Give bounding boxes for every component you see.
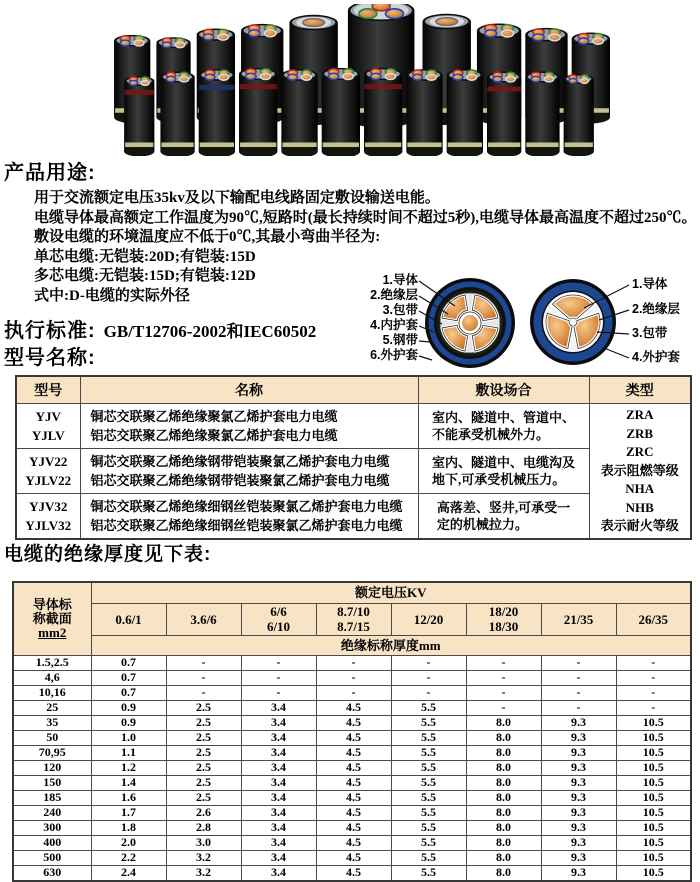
model-table-header-row bbox=[16, 376, 691, 404]
model-code: YJV22 bbox=[29, 454, 68, 469]
thickness-value-cell: - bbox=[466, 685, 541, 700]
thickness-value-cell: 9.3 bbox=[541, 775, 616, 790]
cable-name: 铜芯交联聚乙烯绝缘钢带铠装聚氯乙烯护套电力电缆 bbox=[90, 454, 390, 469]
thickness-value-cell: 2.5 bbox=[166, 790, 241, 805]
thickness-value-cell: - bbox=[616, 700, 691, 715]
thickness-value-cell: 0.7 bbox=[91, 670, 166, 685]
thickness-value-cell: 10.5 bbox=[616, 865, 691, 881]
thickness-table-body bbox=[13, 655, 691, 881]
thickness-value-cell: 9.3 bbox=[541, 850, 616, 865]
thickness-value-cell: 10.5 bbox=[616, 760, 691, 775]
usage-line: 敷设电缆的环境温度应不低于0℃,其最小弯曲半径为: bbox=[34, 229, 381, 245]
thickness-value-cell: 1.8 bbox=[91, 820, 166, 835]
thickness-value-cell: 1.2 bbox=[91, 760, 166, 775]
thickness-value-cell: 8.0 bbox=[466, 850, 541, 865]
table-row bbox=[13, 715, 691, 730]
voltage-column-line: 8.7/10 bbox=[337, 604, 370, 619]
thickness-value-cell: 2.8 bbox=[166, 820, 241, 835]
application-line: 室内、隧道中、管道中、 bbox=[431, 410, 575, 425]
application-cell bbox=[418, 449, 589, 494]
usage-line: 单芯电缆:无铠装:20D;有铠装:15D bbox=[34, 248, 256, 265]
section-label-cell: 25 bbox=[13, 700, 91, 715]
thickness-value-cell: 9.3 bbox=[541, 835, 616, 850]
thickness-value-cell: 2.5 bbox=[166, 775, 241, 790]
thickness-value-cell: 5.5 bbox=[391, 745, 466, 760]
thickness-value-cell: 2.4 bbox=[91, 865, 166, 881]
diagram-label-left: 4.内护套 bbox=[370, 318, 418, 332]
thickness-value-cell: 0.9 bbox=[91, 700, 166, 715]
thickness-value-cell: 2.5 bbox=[166, 730, 241, 745]
section-heading-insulation: 电缆的绝缘厚度见下表: bbox=[4, 544, 212, 565]
thickness-table-header bbox=[13, 582, 691, 655]
usage-line: 式中:D-电缆的实际外径 bbox=[34, 287, 190, 304]
section-label-cell: 400 bbox=[13, 835, 91, 850]
thickness-value-cell: - bbox=[241, 655, 316, 670]
thickness-value-cell: 8.0 bbox=[466, 730, 541, 745]
standard-value: GB/T12706-2002和IEC60502 bbox=[103, 322, 317, 341]
thickness-value-cell: 5.5 bbox=[391, 760, 466, 775]
thickness-value-cell: 8.0 bbox=[466, 760, 541, 775]
type-grade-line: NHB bbox=[625, 499, 654, 515]
thickness-value-cell: 3.4 bbox=[241, 760, 316, 775]
thickness-value-cell: 1.6 bbox=[91, 790, 166, 805]
thickness-value-cell: 10.5 bbox=[616, 790, 691, 805]
thickness-value-cell: - bbox=[541, 670, 616, 685]
thickness-value-cell: 8.0 bbox=[466, 790, 541, 805]
thickness-value-cell: 5.5 bbox=[391, 775, 466, 790]
thickness-value-cell: - bbox=[466, 655, 541, 670]
thickness-value-cell: 1.0 bbox=[91, 730, 166, 745]
diagram-label-left: 3.包带 bbox=[382, 303, 418, 317]
table-row bbox=[13, 685, 691, 700]
thickness-value-cell: 2.0 bbox=[91, 835, 166, 850]
model-code: YJV bbox=[35, 409, 61, 424]
application-text bbox=[437, 499, 570, 533]
section-label-cell: 50 bbox=[13, 730, 91, 745]
cable-name: 铝芯交联聚乙烯绝缘钢带铠装聚氯乙烯护套电力电缆 bbox=[90, 473, 390, 488]
thickness-value-cell: 5.5 bbox=[391, 865, 466, 881]
thickness-value-cell: - bbox=[616, 655, 691, 670]
thickness-header-row-3 bbox=[13, 635, 691, 655]
thickness-value-cell: 5.5 bbox=[391, 805, 466, 820]
section-label-cell: 240 bbox=[13, 805, 91, 820]
thickness-value-cell: 3.4 bbox=[241, 850, 316, 865]
model-table-body bbox=[16, 404, 691, 540]
voltage-column-line: 21/35 bbox=[563, 611, 594, 627]
thickness-value-cell: 10.5 bbox=[616, 745, 691, 760]
thickness-value-cell: 8.0 bbox=[466, 745, 541, 760]
thickness-value-cell: 8.0 bbox=[466, 865, 541, 881]
thickness-value-cell: 4.5 bbox=[316, 820, 391, 835]
type-grade-line: NHA bbox=[625, 481, 655, 497]
voltage-column-header bbox=[241, 603, 316, 635]
type-grade-line: ZRA bbox=[626, 407, 654, 423]
thickness-value-cell: - bbox=[166, 685, 241, 700]
thickness-value-cell: 0.9 bbox=[91, 715, 166, 730]
thickness-value-cell: 3.4 bbox=[241, 700, 316, 715]
table-row bbox=[13, 850, 691, 865]
thickness-value-cell: 5.5 bbox=[391, 700, 466, 715]
thickness-value-cell: - bbox=[316, 685, 391, 700]
thickness-value-cell: - bbox=[241, 670, 316, 685]
thickness-value-cell: - bbox=[316, 670, 391, 685]
section-heading-standard: 执行标准: bbox=[4, 320, 96, 342]
voltage-column-line: 12/20 bbox=[413, 611, 444, 627]
thickness-value-cell: 5.5 bbox=[391, 790, 466, 805]
thickness-value-cell: - bbox=[541, 655, 616, 670]
thickness-value-cell: 4.5 bbox=[316, 760, 391, 775]
table-row bbox=[13, 745, 691, 760]
cable-name: 铜芯交联聚乙烯绝缘细钢丝铠装聚氯乙烯护套电力电缆 bbox=[90, 499, 403, 514]
thickness-value-cell: - bbox=[166, 670, 241, 685]
diagram-label-right: 3.包带 bbox=[632, 326, 668, 340]
thickness-value-cell: 3.4 bbox=[241, 820, 316, 835]
table-row bbox=[13, 805, 691, 820]
thickness-value-cell: 4.5 bbox=[316, 805, 391, 820]
conductor-section-header-line: 导体标 bbox=[32, 596, 72, 612]
table-row bbox=[13, 835, 691, 850]
type-grades-cell bbox=[589, 404, 691, 540]
diagram-label-left: 1.导体 bbox=[382, 273, 418, 287]
table-row bbox=[13, 655, 691, 670]
table-row bbox=[13, 760, 691, 775]
conductor-section-header bbox=[13, 582, 91, 655]
cable-name: 铜芯交联聚乙烯绝缘聚氯乙烯护套电力电缆 bbox=[90, 409, 338, 424]
cable-names-cell bbox=[80, 404, 418, 449]
thickness-value-cell: 9.3 bbox=[541, 805, 616, 820]
application-line: 高落差、竖井,可承受一 bbox=[436, 500, 571, 515]
voltage-column-header bbox=[316, 603, 391, 635]
cable-name: 铝芯交联聚乙烯绝缘细钢丝铠装聚氯乙烯护套电力电缆 bbox=[90, 518, 403, 533]
voltage-column-header bbox=[466, 603, 541, 635]
section-label-cell: 1.5,2.5 bbox=[13, 655, 91, 670]
thickness-value-cell: 3.4 bbox=[241, 805, 316, 820]
thickness-value-cell: 9.3 bbox=[541, 790, 616, 805]
cable-names-cell bbox=[80, 494, 418, 540]
thickness-value-cell: - bbox=[391, 655, 466, 670]
thickness-value-cell: 10.5 bbox=[616, 835, 691, 850]
model-code: YJLV22 bbox=[25, 473, 72, 488]
voltage-column-line: 0.6/1 bbox=[115, 611, 142, 627]
insulation-thickness-table bbox=[12, 581, 692, 882]
thickness-value-cell: 4.5 bbox=[316, 865, 391, 881]
conductor-section-header-line: mm2 bbox=[38, 624, 67, 640]
nominal-thickness-header: 绝缘标称厚度mm bbox=[91, 635, 691, 655]
voltage-column-line: 18/30 bbox=[488, 619, 519, 634]
diagram-label-left: 6.外护套 bbox=[370, 348, 418, 362]
thickness-value-cell: 10.5 bbox=[616, 730, 691, 745]
application-cell bbox=[418, 404, 589, 449]
table-row bbox=[13, 790, 691, 805]
diagram-label-right: 2.绝缘层 bbox=[632, 302, 680, 316]
voltage-column-header bbox=[391, 603, 466, 635]
thickness-value-cell: 0.7 bbox=[91, 685, 166, 700]
usage-line: 用于交流额定电压35kv及以下输配电线路固定敷设输送电能。 bbox=[34, 190, 440, 206]
section-label-cell: 4,6 bbox=[13, 670, 91, 685]
type-grade-line: ZRB bbox=[626, 425, 654, 441]
usage-line: 电缆导体最高额定工作温度为90℃,短路时(最长持续时间不超过5秒),电缆导体最高温度不超过250℃。 bbox=[34, 209, 697, 226]
column-header: 敷设场合 bbox=[418, 376, 589, 404]
thickness-value-cell: 3.0 bbox=[166, 835, 241, 850]
column-header: 名称 bbox=[80, 376, 418, 404]
model-code: YJLV32 bbox=[25, 518, 72, 533]
model-codes-cell bbox=[16, 449, 80, 494]
section-heading-model: 型号名称: bbox=[4, 347, 96, 369]
voltage-column-header bbox=[541, 603, 616, 635]
type-grade-line: ZRC bbox=[626, 444, 654, 460]
thickness-value-cell: 9.3 bbox=[541, 820, 616, 835]
voltage-column-line: 8.7/15 bbox=[337, 619, 370, 634]
thickness-value-cell: 10.5 bbox=[616, 805, 691, 820]
thickness-value-cell: 0.7 bbox=[91, 655, 166, 670]
thickness-header-row-2 bbox=[13, 603, 691, 635]
voltage-column-header bbox=[616, 603, 691, 635]
thickness-value-cell: 3.4 bbox=[241, 730, 316, 745]
application-text bbox=[432, 454, 575, 488]
section-label-cell: 35 bbox=[13, 715, 91, 730]
table-row bbox=[13, 820, 691, 835]
thickness-value-cell: 1.1 bbox=[91, 745, 166, 760]
section-label-cell: 10,16 bbox=[13, 685, 91, 700]
thickness-value-cell: 2.6 bbox=[166, 805, 241, 820]
voltage-column-line: 18/20 bbox=[488, 604, 519, 619]
column-header: 类型 bbox=[589, 376, 691, 404]
application-line: 定的机械拉力。 bbox=[436, 517, 528, 532]
thickness-value-cell: - bbox=[466, 700, 541, 715]
thickness-value-cell: - bbox=[391, 685, 466, 700]
thickness-value-cell: - bbox=[616, 670, 691, 685]
application-cell bbox=[418, 494, 589, 540]
thickness-value-cell: 9.3 bbox=[541, 745, 616, 760]
thickness-value-cell: 2.5 bbox=[166, 700, 241, 715]
thickness-value-cell: 4.5 bbox=[316, 730, 391, 745]
table-row bbox=[16, 404, 691, 449]
application-line: 室内、隧道中、电缆沟及 bbox=[431, 455, 575, 470]
diagram-label-right: 4.外护套 bbox=[632, 350, 680, 364]
type-grade-line: 表示耐火等级 bbox=[600, 518, 679, 534]
thickness-value-cell: 4.5 bbox=[316, 700, 391, 715]
thickness-value-cell: 2.5 bbox=[166, 760, 241, 775]
thickness-value-cell: 10.5 bbox=[616, 820, 691, 835]
thickness-value-cell: 4.5 bbox=[316, 715, 391, 730]
section-label-cell: 150 bbox=[13, 775, 91, 790]
voltage-column-line: 6/6 bbox=[270, 604, 287, 619]
diagram-label-left: 2.绝缘层 bbox=[370, 288, 418, 302]
thickness-value-cell: - bbox=[166, 655, 241, 670]
thickness-value-cell: - bbox=[616, 685, 691, 700]
table-row bbox=[13, 730, 691, 745]
table-row bbox=[13, 775, 691, 790]
model-code: YJV32 bbox=[29, 499, 68, 514]
thickness-value-cell: 4.5 bbox=[316, 790, 391, 805]
thickness-value-cell: 2.5 bbox=[166, 715, 241, 730]
voltage-column-header bbox=[91, 603, 166, 635]
voltage-column-line: 6/10 bbox=[266, 619, 291, 634]
diagram-label-right: 1.导体 bbox=[632, 277, 668, 291]
thickness-value-cell: 1.4 bbox=[91, 775, 166, 790]
thickness-value-cell: 9.3 bbox=[541, 715, 616, 730]
table-row bbox=[13, 700, 691, 715]
application-text bbox=[432, 409, 575, 443]
conductor-section-header-line: 称截面 bbox=[32, 610, 72, 626]
application-line: 地下,可承受机械压力。 bbox=[431, 472, 566, 487]
thickness-value-cell: 3.2 bbox=[166, 850, 241, 865]
thickness-value-cell: - bbox=[541, 700, 616, 715]
table-row bbox=[13, 865, 691, 881]
voltage-column-line: 3.6/6 bbox=[190, 611, 217, 627]
thickness-value-cell: 1.7 bbox=[91, 805, 166, 820]
thickness-value-cell: 3.4 bbox=[241, 790, 316, 805]
thickness-value-cell: 4.5 bbox=[316, 775, 391, 790]
type-grade-line: 表示阻燃等级 bbox=[600, 462, 679, 478]
model-codes-cell bbox=[16, 404, 80, 449]
thickness-value-cell: 3.4 bbox=[241, 835, 316, 850]
section-label-cell: 185 bbox=[13, 790, 91, 805]
voltage-column-line: 26/35 bbox=[638, 611, 669, 627]
thickness-value-cell: 5.5 bbox=[391, 715, 466, 730]
thickness-value-cell: 5.5 bbox=[391, 730, 466, 745]
cable-names-cell bbox=[80, 449, 418, 494]
thickness-value-cell: 2.5 bbox=[166, 745, 241, 760]
thickness-value-cell: 9.3 bbox=[541, 760, 616, 775]
section-heading-usage: 产品用途: bbox=[4, 162, 96, 184]
thickness-value-cell: 8.0 bbox=[466, 835, 541, 850]
diagram-label-left: 5.钢带 bbox=[382, 333, 418, 347]
thickness-value-cell: 3.4 bbox=[241, 865, 316, 881]
application-line: 不能承受机械外力。 bbox=[431, 427, 549, 442]
voltage-column-header bbox=[166, 603, 241, 635]
section-label-cell: 630 bbox=[13, 865, 91, 881]
cables-photo bbox=[108, 4, 612, 156]
thickness-header-row-1 bbox=[13, 582, 691, 603]
cable-name: 铝芯交联聚乙烯绝缘聚氯乙烯护套电力电缆 bbox=[90, 428, 338, 443]
thickness-value-cell: 10.5 bbox=[616, 775, 691, 790]
thickness-value-cell: 3.4 bbox=[241, 745, 316, 760]
thickness-value-cell: 5.5 bbox=[391, 850, 466, 865]
thickness-value-cell: - bbox=[541, 685, 616, 700]
standard-section bbox=[4, 320, 694, 343]
thickness-value-cell: 8.0 bbox=[466, 775, 541, 790]
usage-line: 多芯电缆:无铠装:15D;有铠装:12D bbox=[34, 268, 256, 284]
table-row bbox=[13, 670, 691, 685]
thickness-value-cell: 8.0 bbox=[466, 805, 541, 820]
section-label-cell: 70,95 bbox=[13, 745, 91, 760]
section-label-cell: 500 bbox=[13, 850, 91, 865]
thickness-value-cell: 3.2 bbox=[166, 865, 241, 881]
model-codes-cell bbox=[16, 494, 80, 540]
thickness-value-cell: 4.5 bbox=[316, 835, 391, 850]
thickness-value-cell: - bbox=[466, 670, 541, 685]
rated-voltage-header: 额定电压KV bbox=[91, 582, 691, 603]
column-header: 型号 bbox=[16, 376, 80, 404]
thickness-value-cell: 9.3 bbox=[541, 730, 616, 745]
thickness-value-cell: - bbox=[241, 685, 316, 700]
model-table-header bbox=[16, 376, 691, 404]
thickness-value-cell: 4.5 bbox=[316, 850, 391, 865]
thickness-value-cell: 2.2 bbox=[91, 850, 166, 865]
thickness-value-cell: 9.3 bbox=[541, 865, 616, 881]
model-code: YJLV bbox=[31, 428, 65, 443]
thickness-value-cell: 5.5 bbox=[391, 820, 466, 835]
thickness-value-cell: 8.0 bbox=[466, 715, 541, 730]
thickness-value-cell: 10.5 bbox=[616, 715, 691, 730]
section-label-cell: 120 bbox=[13, 760, 91, 775]
thickness-value-cell: 4.5 bbox=[316, 745, 391, 760]
thickness-value-cell: 10.5 bbox=[616, 850, 691, 865]
thickness-value-cell: 8.0 bbox=[466, 820, 541, 835]
thickness-value-cell: 5.5 bbox=[391, 835, 466, 850]
thickness-value-cell: 3.4 bbox=[241, 775, 316, 790]
thickness-value-cell: - bbox=[316, 655, 391, 670]
section-label-cell: 300 bbox=[13, 820, 91, 835]
thickness-value-cell: - bbox=[391, 670, 466, 685]
thickness-value-cell: 3.4 bbox=[241, 715, 316, 730]
model-name-table bbox=[15, 375, 692, 540]
